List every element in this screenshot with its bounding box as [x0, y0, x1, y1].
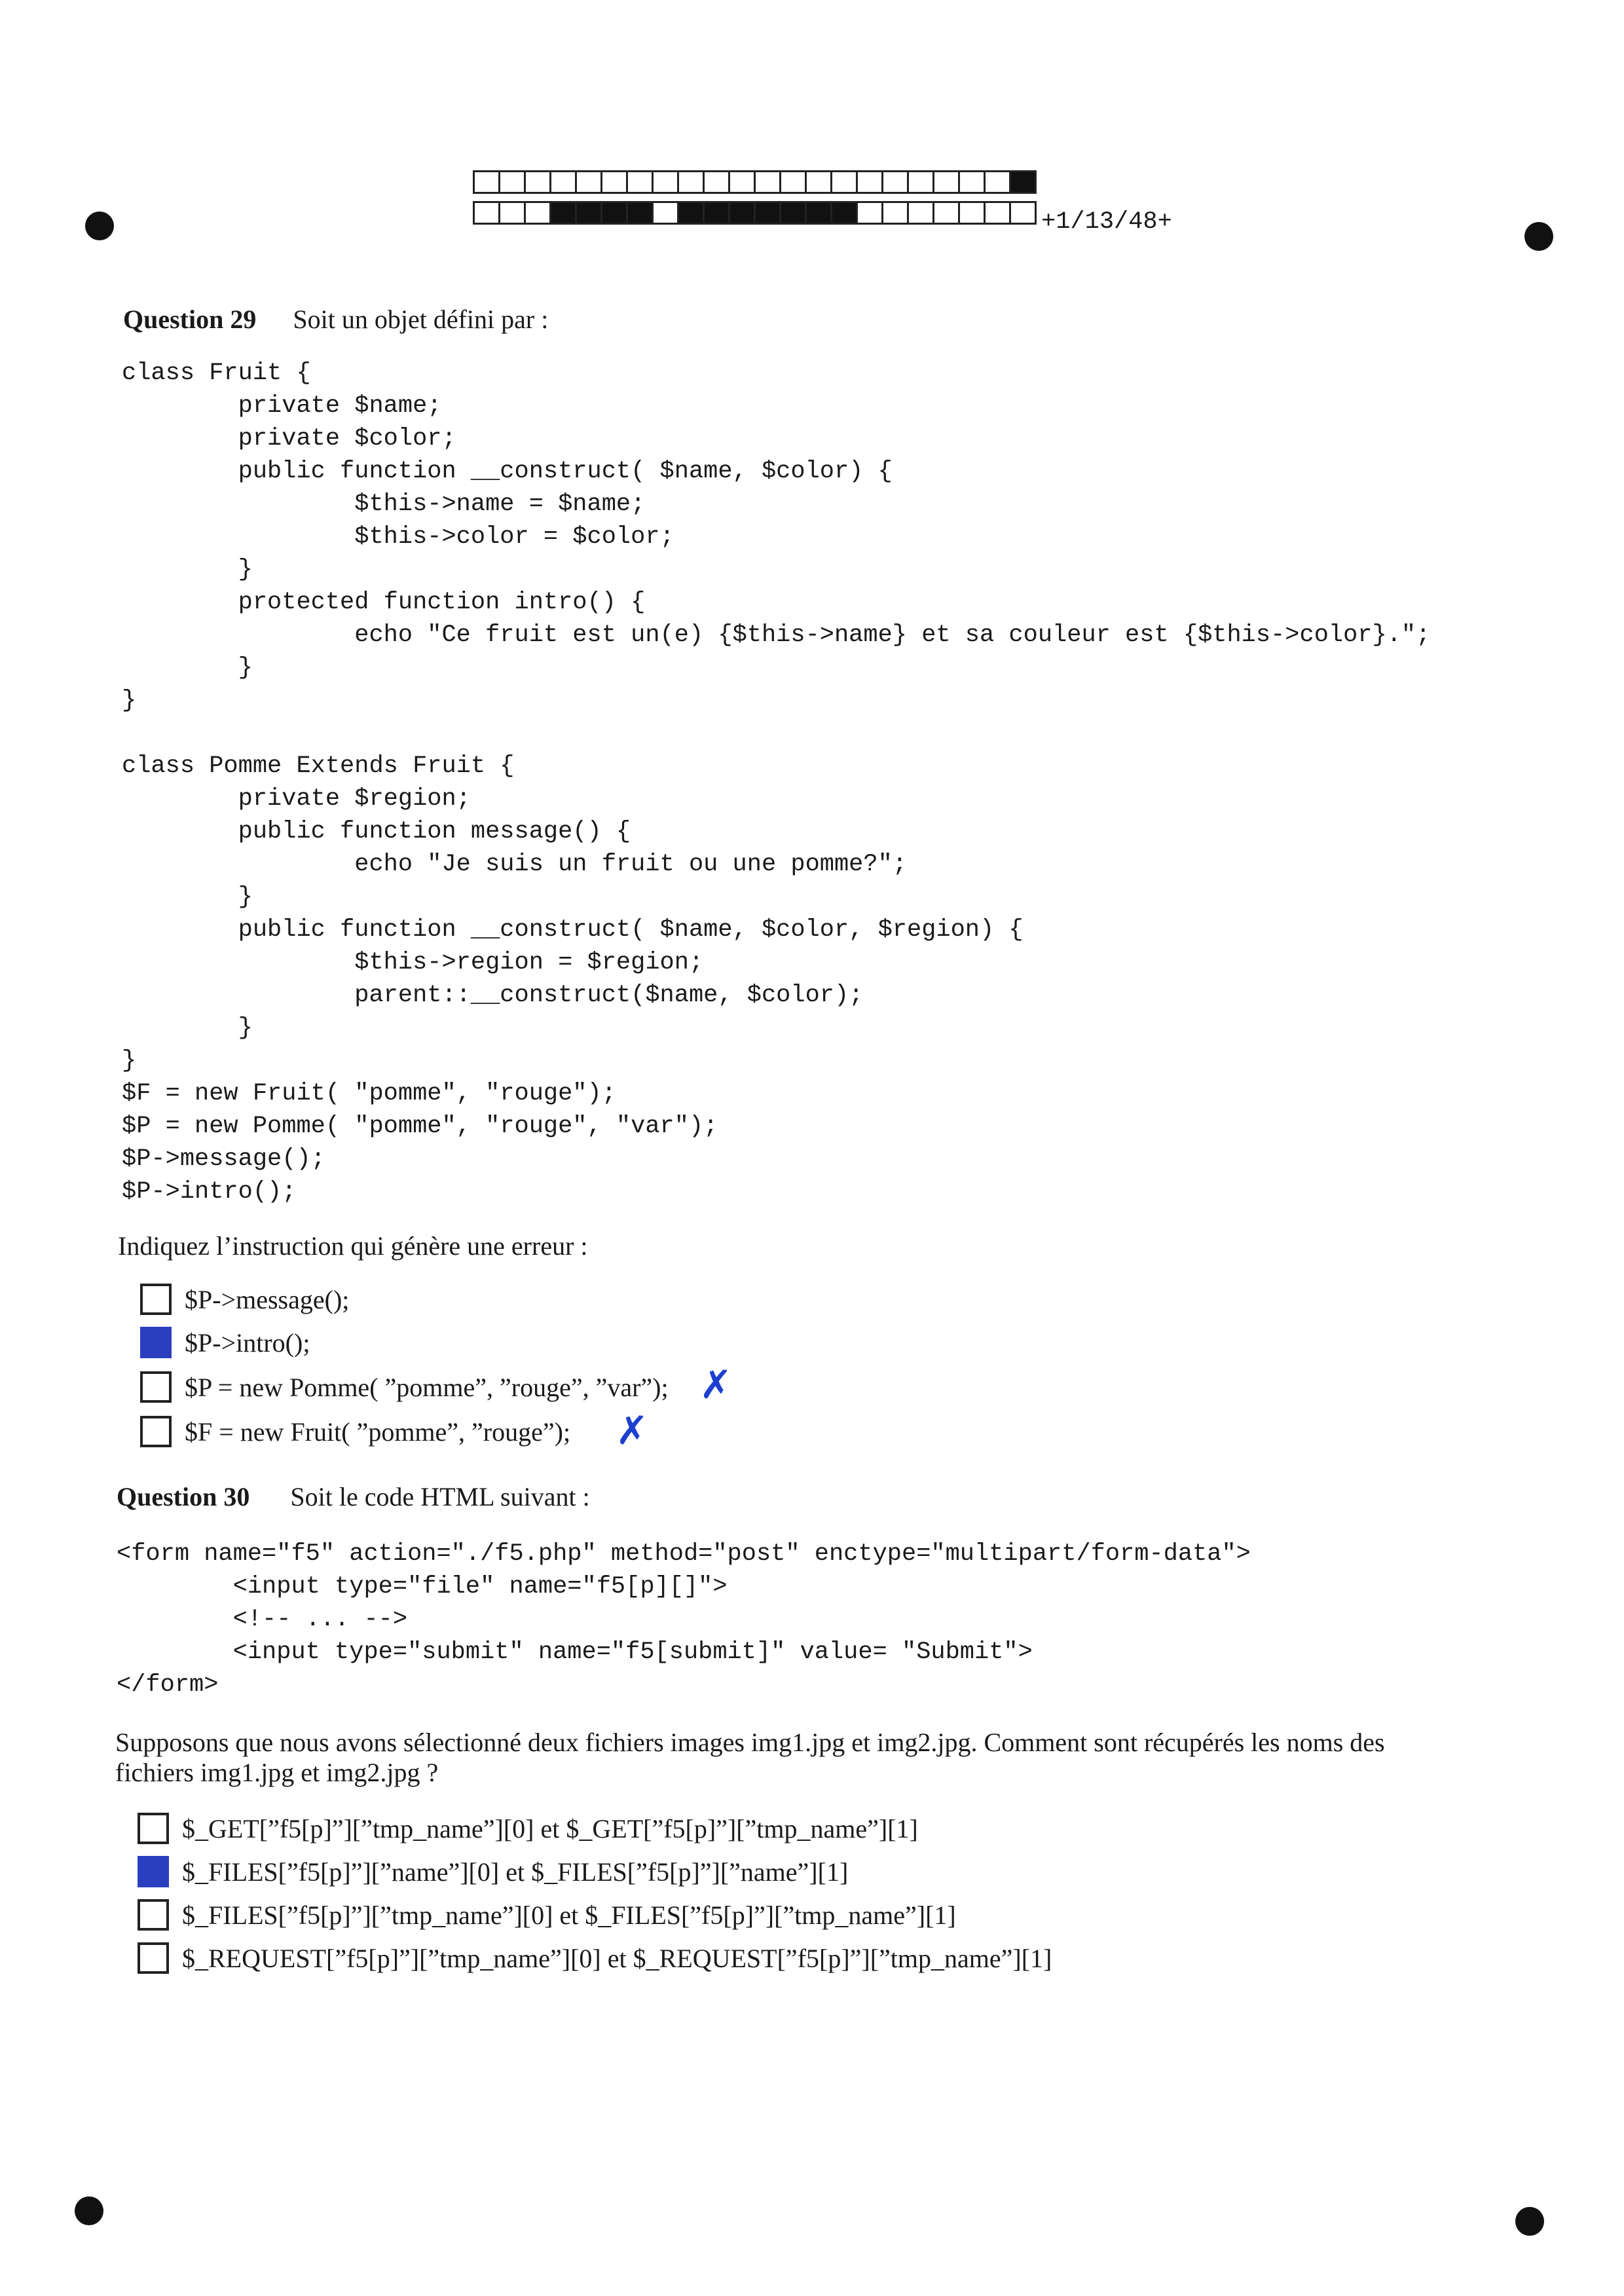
- id-cell: [600, 170, 628, 194]
- id-cell: [754, 170, 781, 194]
- id-cell: [652, 170, 679, 194]
- id-cell: [881, 201, 909, 225]
- id-cell: [856, 170, 883, 194]
- q29-answer-4-label: $F = new Fruit( ”pomme”, ”rouge”);: [185, 1416, 571, 1447]
- q29-answer-3[interactable]: [140, 1371, 669, 1403]
- handwritten-x-mark: ✗: [699, 1362, 733, 1408]
- id-cell: [473, 170, 500, 194]
- id-cell: [984, 170, 1011, 194]
- q29-answer-4-checkbox[interactable]: [140, 1416, 172, 1447]
- id-cell: [958, 201, 986, 225]
- registration-mark-top-right: [1524, 222, 1553, 251]
- question-30-header: [117, 1481, 590, 1512]
- q30-answer-2[interactable]: [138, 1856, 848, 1887]
- q30-answer-3-checkbox[interactable]: [138, 1899, 169, 1931]
- id-cell: [549, 170, 577, 194]
- id-cell: [754, 201, 781, 225]
- student-id-grid-row-2: [473, 201, 1035, 225]
- question-29-header: [123, 304, 548, 335]
- id-cell: [473, 201, 500, 225]
- question-30-prompt-line-1: Supposons que nous avons sélectionné deux fichiers images img1.jpg et img2.jpg. Comment sont récupérés les noms des: [115, 1728, 1385, 1757]
- question-30-code: <form name="f5" action="./f5.php" method="post" enctype="multipart/form-data"> <input type="file" name="f5[p][]"> <!-- ... --> <input type="submit" name="f5[submit]" value= "Submit"> </form>: [117, 1540, 1251, 1699]
- q30-answer-3-label: $_FILES[”f5[p]”][”tmp_name”][0] et $_FILES[”f5[p]”][”tmp_name”][1]: [182, 1900, 956, 1930]
- id-cell: [779, 170, 807, 194]
- q29-answer-2-label: $P->intro();: [185, 1327, 310, 1358]
- id-cell: [524, 170, 551, 194]
- id-cell: [626, 201, 654, 225]
- id-cell: [498, 201, 526, 225]
- q30-answer-1-checkbox[interactable]: [138, 1813, 169, 1844]
- question-29-prompt: Indiquez l’instruction qui génère une erreur :: [118, 1231, 588, 1261]
- student-id-grid-row-1: [473, 170, 1035, 194]
- question-30-label: Question 30: [117, 1482, 250, 1511]
- id-cell: [805, 170, 832, 194]
- q29-answer-2[interactable]: [140, 1327, 310, 1358]
- id-cell: [1009, 170, 1037, 194]
- q29-answer-3-label: $P = new Pomme( ”pomme”, ”rouge”, ”var”);: [185, 1372, 669, 1402]
- q29-answer-1[interactable]: [140, 1284, 349, 1315]
- id-cell: [881, 170, 909, 194]
- id-cell: [932, 170, 960, 194]
- q30-answer-2-checkbox[interactable]: [138, 1856, 169, 1887]
- question-30-text: Soit le code HTML suivant :: [290, 1482, 590, 1511]
- question-29-code: class Fruit { private $name; private $color; public function __construct( $name, $color) { $this->name = $name; $this->color = $color; } protected function intro() { echo "Ce fruit est un(e) {$this->name} et sa couleur est {$this->color}."; } } class Pomme Extends Fruit { private $region; public function message() { echo "Je suis un fruit ou une pomme?"; } public function __construct( $name, $color, $region) { $this->region = $region; parent::__construct($name, $color); } } $F = new Fruit( "pomme", "rouge"); $P = new Pomme( "pomme", "rouge", "var"); $P->message(); $P->intro();: [122, 360, 1431, 1206]
- id-cell: [677, 170, 705, 194]
- id-cell: [703, 170, 730, 194]
- id-cell: [498, 170, 526, 194]
- q29-answer-1-label: $P->message();: [185, 1284, 350, 1314]
- q30-answer-4-checkbox[interactable]: [138, 1942, 169, 1974]
- q30-answer-3[interactable]: [138, 1899, 956, 1931]
- question-29-label: Question 29: [123, 305, 257, 334]
- id-cell: [728, 201, 756, 225]
- id-cell: [830, 170, 858, 194]
- question-30-prompt-line-2: fichiers img1.jpg et img2.jpg ?: [115, 1758, 439, 1787]
- page-code: +1/13/48+: [1041, 208, 1172, 236]
- q29-answer-1-checkbox[interactable]: [140, 1284, 172, 1315]
- q29-answer-2-checkbox[interactable]: [140, 1327, 172, 1358]
- q29-answer-3-checkbox[interactable]: [140, 1371, 172, 1403]
- id-cell: [626, 170, 654, 194]
- registration-mark-bottom-right: [1515, 2207, 1544, 2236]
- id-cell: [932, 201, 960, 225]
- id-cell: [984, 201, 1011, 225]
- q30-answer-4[interactable]: [138, 1942, 1052, 1974]
- id-cell: [575, 170, 602, 194]
- id-cell: [830, 201, 858, 225]
- q30-answer-4-label: $_REQUEST[”f5[p]”][”tmp_name”][0] et $_REQUEST[”f5[p]”][”tmp_name”][1]: [182, 1943, 1052, 1973]
- id-cell: [907, 170, 934, 194]
- id-cell: [677, 201, 705, 225]
- id-cell: [600, 201, 628, 225]
- id-cell: [549, 201, 577, 225]
- id-cell: [524, 201, 551, 225]
- question-29-text: Soit un objet défini par :: [293, 305, 549, 334]
- q30-answer-2-label: $_FILES[”f5[p]”][”name”][0] et $_FILES[”f5[p]”][”name”][1]: [182, 1857, 849, 1887]
- registration-mark-bottom-left: [75, 2196, 103, 2225]
- id-cell: [805, 201, 832, 225]
- handwritten-x-mark: ✗: [616, 1408, 649, 1454]
- q29-answer-4[interactable]: [140, 1416, 570, 1447]
- id-cell: [907, 201, 934, 225]
- id-cell: [575, 201, 602, 225]
- q30-answer-1-label: $_GET[”f5[p]”][”tmp_name”][0] et $_GET[”f5[p]”][”tmp_name”][1]: [182, 1813, 918, 1843]
- id-cell: [958, 170, 986, 194]
- id-cell: [703, 201, 730, 225]
- id-cell: [652, 201, 679, 225]
- q30-answer-1[interactable]: [138, 1813, 918, 1844]
- id-cell: [779, 201, 807, 225]
- registration-mark-top-left: [85, 212, 114, 240]
- id-cell: [1009, 201, 1037, 225]
- id-cell: [856, 201, 883, 225]
- id-cell: [728, 170, 756, 194]
